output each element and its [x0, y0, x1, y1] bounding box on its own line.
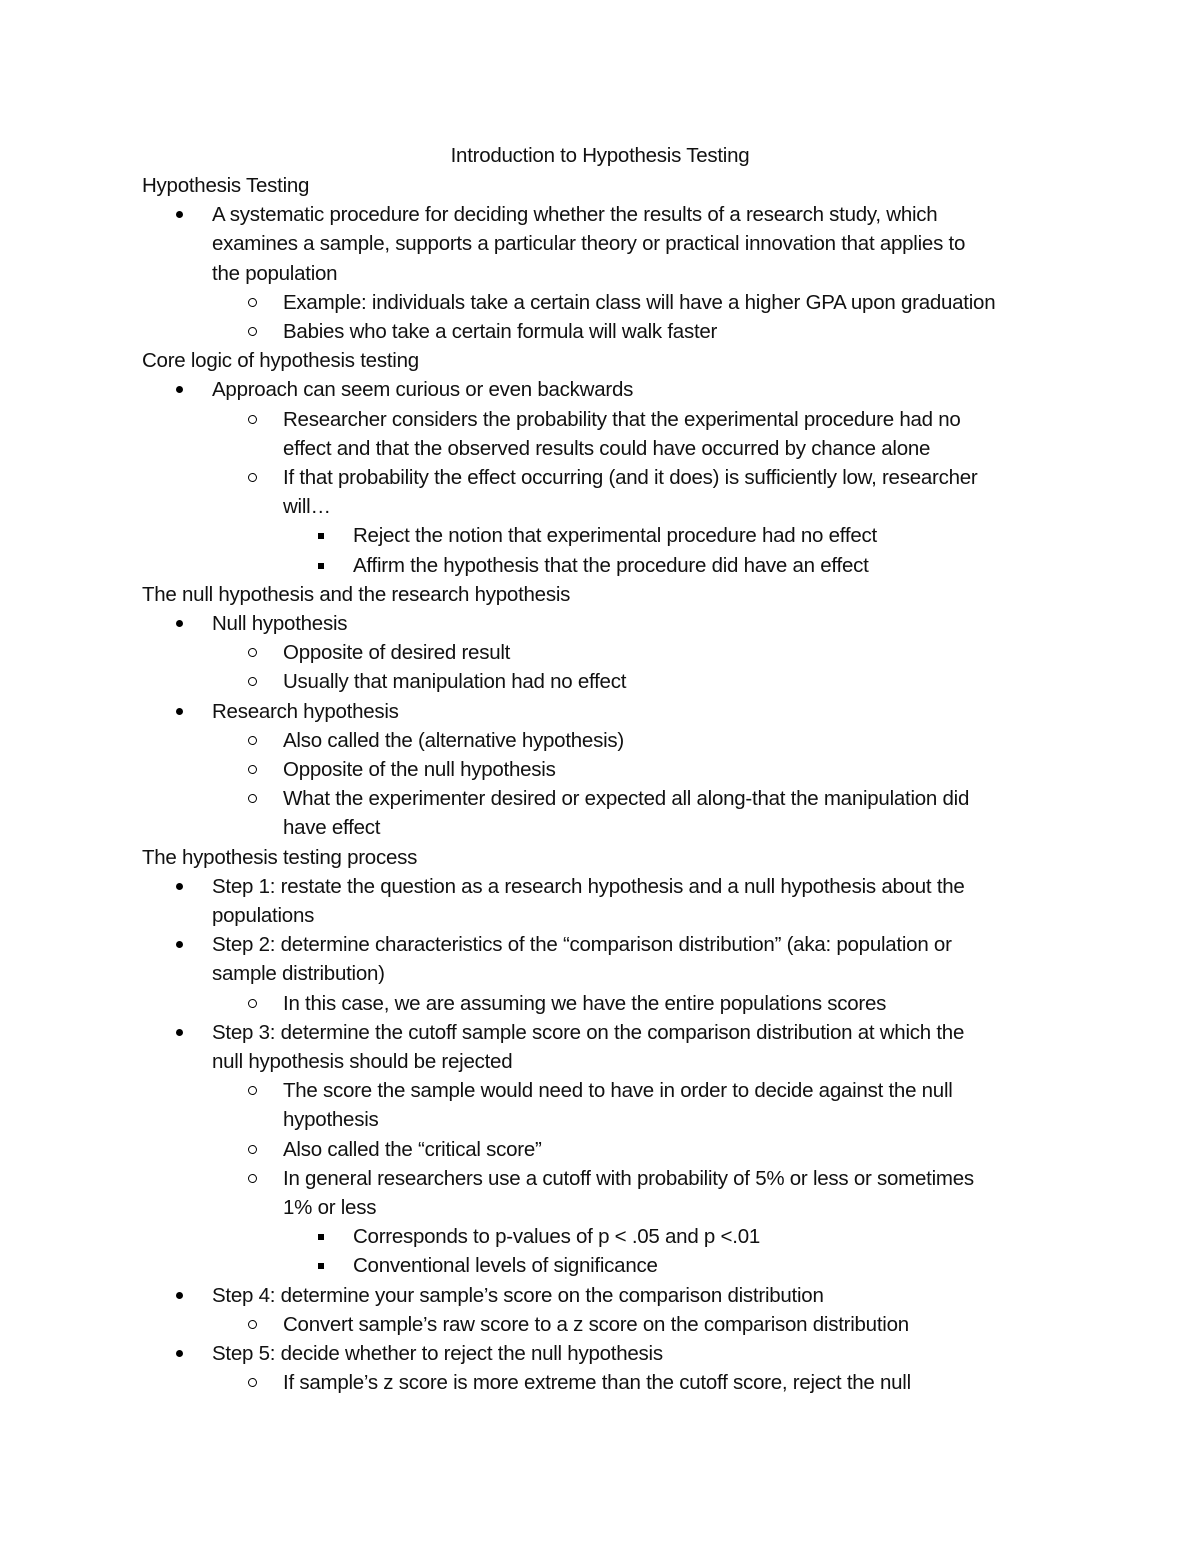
list-item-text: Opposite of the null hypothesis [283, 758, 556, 781]
bullet-circle-icon [248, 1174, 257, 1183]
list-item-text: Conventional levels of significance [353, 1254, 658, 1277]
list-item-text: If sample’s z score is more extreme than the cutoff score, reject the null [283, 1371, 911, 1394]
bullet-dot-icon [176, 211, 183, 218]
section-heading: The hypothesis testing process [142, 846, 418, 869]
list-item-text: 1% or less [283, 1196, 377, 1219]
bullet-circle-icon [248, 1378, 257, 1387]
bullet-dot-icon [176, 883, 183, 890]
bullet-dot-icon [176, 620, 183, 627]
list-item-text: Researcher considers the probability that the experimental procedure had no [283, 408, 961, 431]
list-item-text: Babies who take a certain formula will walk faster [283, 320, 718, 343]
list-item-text: examines a sample, supports a particular theory or practical innovation that applies to [212, 232, 966, 255]
list-item-text: Also called the “critical score” [283, 1138, 542, 1161]
bullet-square-icon [318, 1234, 324, 1240]
bullet-circle-icon [248, 677, 257, 686]
list-item-text: have effect [283, 816, 381, 839]
bullet-circle-icon [248, 1320, 257, 1329]
list-item-text: sample distribution) [212, 962, 385, 985]
bullet-circle-icon [248, 765, 257, 774]
list-item-text: Step 2: determine characteristics of the “comparison distribution” (aka: population or [212, 933, 952, 956]
list-item-text: Usually that manipulation had no effect [283, 670, 627, 693]
bullet-dot-icon [176, 1029, 183, 1036]
list-item-text: Also called the (alternative hypothesis) [283, 729, 624, 752]
bullet-circle-icon [248, 1086, 257, 1095]
list-item-text: Step 4: determine your sample’s score on the comparison distribution [212, 1284, 824, 1307]
list-item-text: Approach can seem curious or even backwards [212, 378, 634, 401]
list-item-text: Corresponds to p-values of p < .05 and p <.01 [353, 1225, 760, 1248]
list-item-text: Affirm the hypothesis that the procedure did have an effect [353, 554, 869, 577]
bullet-square-icon [318, 563, 324, 569]
list-item-text: populations [212, 904, 315, 927]
list-item-text: Example: individuals take a certain class will have a higher GPA upon graduation [283, 291, 996, 314]
bullet-square-icon [318, 1263, 324, 1269]
section-heading: Hypothesis Testing [142, 174, 310, 197]
list-item-text: What the experimenter desired or expected all along-that the manipulation did [283, 787, 970, 810]
bullet-circle-icon [248, 648, 257, 657]
bullet-dot-icon [176, 941, 183, 948]
list-item-text: Step 1: restate the question as a research hypothesis and a null hypothesis about the [212, 875, 965, 898]
bullet-circle-icon [248, 473, 257, 482]
list-item-text: effect and that the observed results could have occurred by chance alone [283, 437, 931, 460]
list-item-text: Reject the notion that experimental procedure had no effect [353, 524, 877, 547]
list-item-text: If that probability the effect occurring (and it does) is sufficiently low, researcher [283, 466, 978, 489]
list-item-text: Research hypothesis [212, 700, 399, 723]
section-heading: The null hypothesis and the research hypothesis [142, 583, 571, 606]
list-item-text: The score the sample would need to have in order to decide against the null [283, 1079, 953, 1102]
bullet-circle-icon [248, 736, 257, 745]
section-heading: Core logic of hypothesis testing [142, 349, 419, 372]
bullet-circle-icon [248, 327, 257, 336]
bullet-dot-icon [176, 386, 183, 393]
list-item-text: Convert sample’s raw score to a z score on the comparison distribution [283, 1313, 909, 1336]
list-item-text: Step 5: decide whether to reject the null hypothesis [212, 1342, 663, 1365]
bullet-circle-icon [248, 415, 257, 424]
bullet-circle-icon [248, 298, 257, 307]
list-item-text: Null hypothesis [212, 612, 348, 635]
document-title: Introduction to Hypothesis Testing [450, 144, 750, 167]
list-item-text: Step 3: determine the cutoff sample score on the comparison distribution at which the [212, 1021, 965, 1044]
bullet-dot-icon [176, 1350, 183, 1357]
bullet-circle-icon [248, 999, 257, 1008]
bullet-dot-icon [176, 708, 183, 715]
list-item-text: A systematic procedure for deciding whether the results of a research study, which [212, 203, 938, 226]
list-item-text: In general researchers use a cutoff with probability of 5% or less or sometimes [283, 1167, 974, 1190]
list-item-text: null hypothesis should be rejected [212, 1050, 513, 1073]
list-item-text: Opposite of desired result [283, 641, 511, 664]
bullet-dot-icon [176, 1292, 183, 1299]
list-item-text: hypothesis [283, 1108, 379, 1131]
bullet-circle-icon [248, 1145, 257, 1154]
bullet-circle-icon [248, 794, 257, 803]
list-item-text: will… [283, 495, 331, 518]
bullet-square-icon [318, 533, 324, 539]
list-item-text: In this case, we are assuming we have the entire populations scores [283, 992, 887, 1015]
list-item-text: the population [212, 262, 338, 285]
